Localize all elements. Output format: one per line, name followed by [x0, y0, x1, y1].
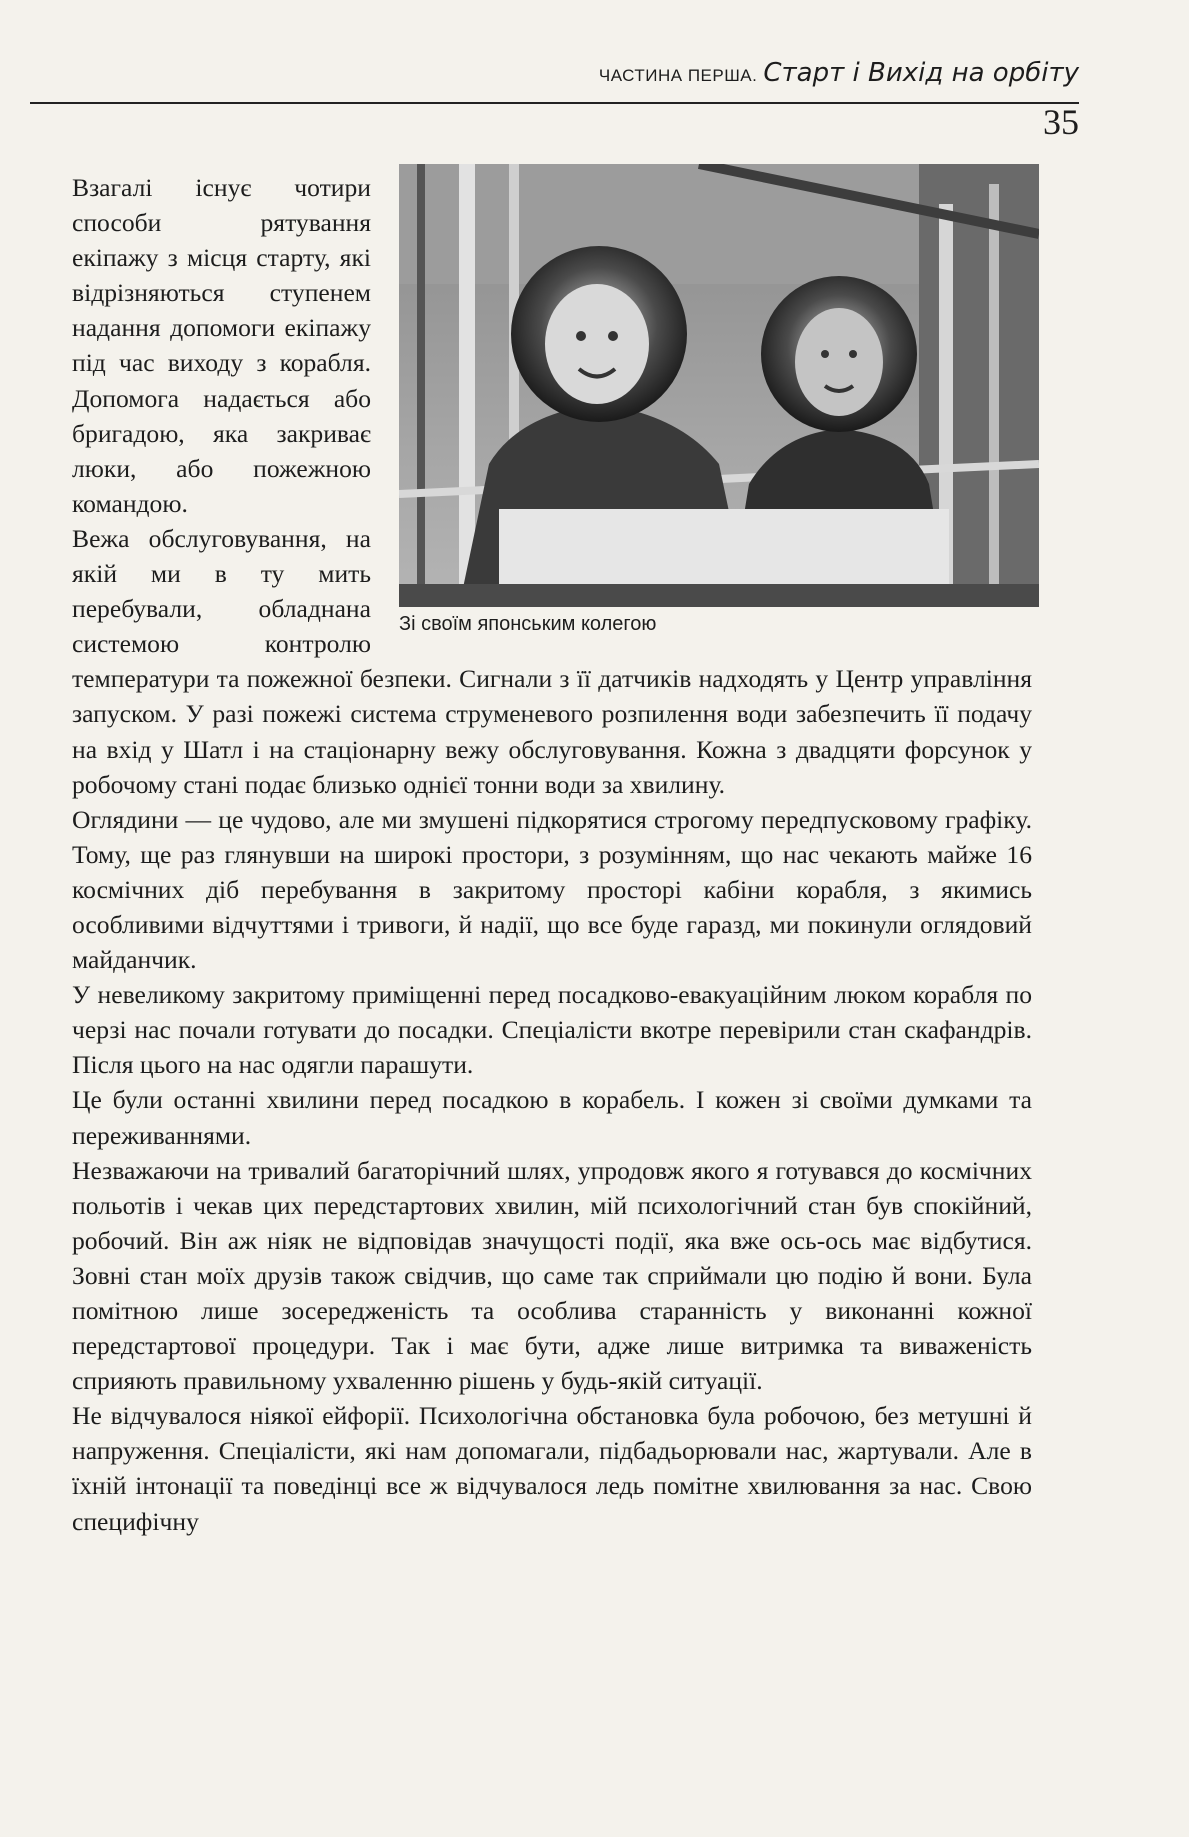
- paragraph: Це були останні хвилини перед посадкою в корабель. І кожен зі своїми думками та переживаннями.: [72, 1085, 1032, 1150]
- paragraph: Незважаючи на тривалий багаторічний шлях, упродовж якого я готувався до космічних польотів і чекав цих передстартових хвилин, мій психологічний стан був спокійний, робочий. Він аж ніяк не відповідав значущості події, яка вже ось-ось має відбутися. Зовні стан моїх друзів також свідчив, що саме так сприймали цю подію й вони. Була помітною лише зосередженість та особлива старанність у виконанні кожної передстартової процедури. Так і має бути, адже лише витримка та виваженість сприяють правильному ухваленню рішень у будь-якій ситуації.: [72, 1155, 1032, 1396]
- figure-caption: Зі своїм японським колегою: [399, 613, 657, 635]
- paragraph: Вежа обслуговування, на якій ми в ту мить перебували, обладнана системою контролю температури та пожежної безпеки. Сигнали з її датчиків надходять у Центр управління запуском. У разі пожежі система струменевого розпилення води забезпечить її подачу на вхід у Шатл і на стаціонарну вежу обслуговування. Кожна з двадцяти форсунок у робочому стані подає близько однієї тонни води за хвилину.: [72, 523, 1032, 799]
- figure: [399, 164, 1039, 642]
- paragraph: Оглядини — це чудово, але ми змушені підкорятися строгому передпусковому графіку. Тому, ще раз глянувши на широкі простори, з розумінням, що нас чекають майже 16 космічних діб перебування в закритому просторі кабіни корабля, з якимись особливими відчуттями і тривоги, й надії, що все буде гаразд, ми покинули оглядовий майданчик.: [72, 804, 1032, 975]
- astronauts-photo: [399, 164, 1039, 607]
- running-head: [30, 58, 1079, 104]
- chapter-label: ЧАСТИНА ПЕРША.: [598, 66, 758, 85]
- page-number: 35: [1043, 102, 1079, 142]
- paragraph: Взагалі існує чотири способи рятування екіпажу з місця старту, які відрізняються ступенем надання допомоги екіпажу під час виходу з корабля. Допомога надається або бригадою, яка закриває люки, або пожежною командою.: [72, 173, 371, 518]
- paragraph: Не відчувалося ніякої ейфорії. Психологічна обстановка була робочою, без метушні й напруження. Спеціалісти, які нам допомагали, підбадьорювали нас, жартували. Але в їхній інтонації та поведінці все ж відчувалося ледь помітне хвилювання за нас. Свою специфічну: [72, 1401, 1032, 1536]
- paragraph: У невеликому закритому приміщенні перед посадково-евакуаційним люком корабля по черзі нас почали готувати до посадки. Спеціалісти вкотре перевірили стан скафандрів. Після цього на нас одягли парашути.: [72, 980, 1032, 1080]
- chapter-title: Старт і Вихід на орбіту: [763, 58, 1079, 88]
- body-text: [72, 170, 1032, 1539]
